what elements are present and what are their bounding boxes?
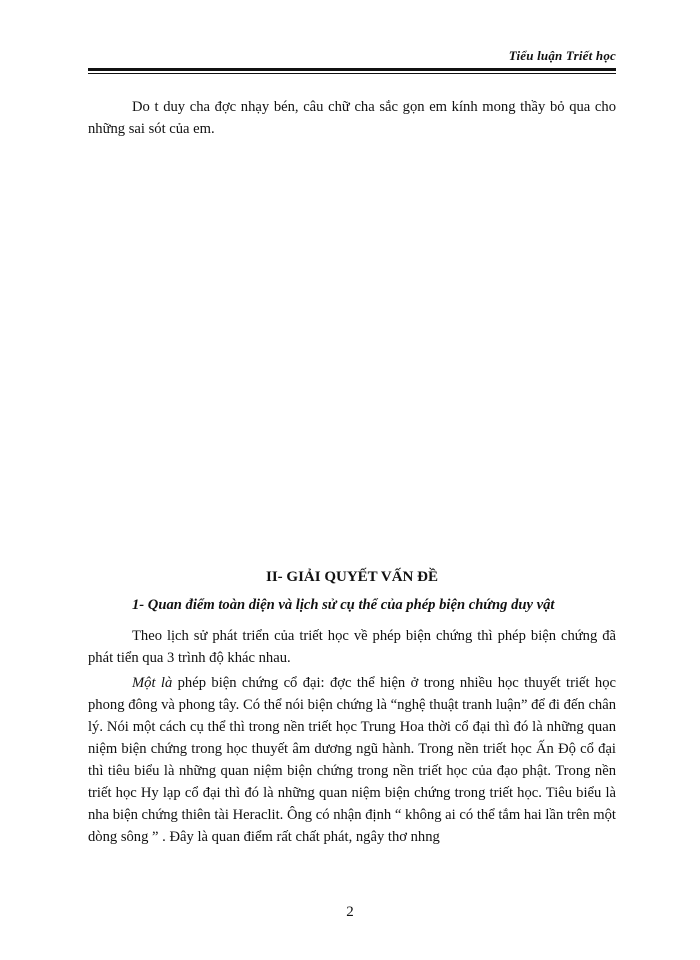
section-subheading: 1- Quan điểm toàn diện và lịch sử cụ thể của phép biện chứng duy vật [132, 597, 555, 613]
paragraph-body-text: phép biện chứng cổ đại: đợc thể hiện ở trong nhiều học thuyết triết học phong đông và phong tây. Có thể nói biện chứng là “nghệ thuật tranh luận” để đi đến chân lý. Nói một cách cụ thể thì trong nền triết học Trung Hoa thời cổ đại thì đó là những quan niệm biện chứng trong học thuyết âm dương ngũ hành. Trong nền triết học Ấn Độ cổ đại thì tiêu biểu là những quan niệm biện chứng trong nền triết học của đạo phật. Trong nền triết học Hy lạp cổ đại thì đó là những quan niệm biện chứng trong triết học. Tiêu biểu là nha biện chứng thiên tài Heraclit. Ông có nhận định “ không ai có thể tắm hai lần trên một dòng sông ” . Đây là quan điểm rất chất phát, ngây thơ nhng [88, 675, 616, 845]
header-rule-thin [88, 73, 616, 74]
body-paragraph-1: Theo lịch sử phát triển của triết học về phép biện chứng thì phép biện chứng đã phát tiển qua 3 trình độ khác nhau. [88, 628, 616, 666]
section-heading: II- GIẢI QUYẾT VẤN ĐỀ [266, 569, 438, 585]
page-number: 2 [346, 904, 354, 920]
intro-paragraph: Do t duy cha đợc nhạy bén, câu chữ cha sắc gọn em kính mong thầy bỏ qua cho những sai sót của em. [88, 99, 616, 137]
header-rule-thick [88, 68, 616, 71]
paragraph-lead-text: Một là [132, 675, 173, 691]
body-paragraph-2 [88, 672, 616, 848]
page-header-title: Tiểu luận Triết học [508, 48, 616, 63]
